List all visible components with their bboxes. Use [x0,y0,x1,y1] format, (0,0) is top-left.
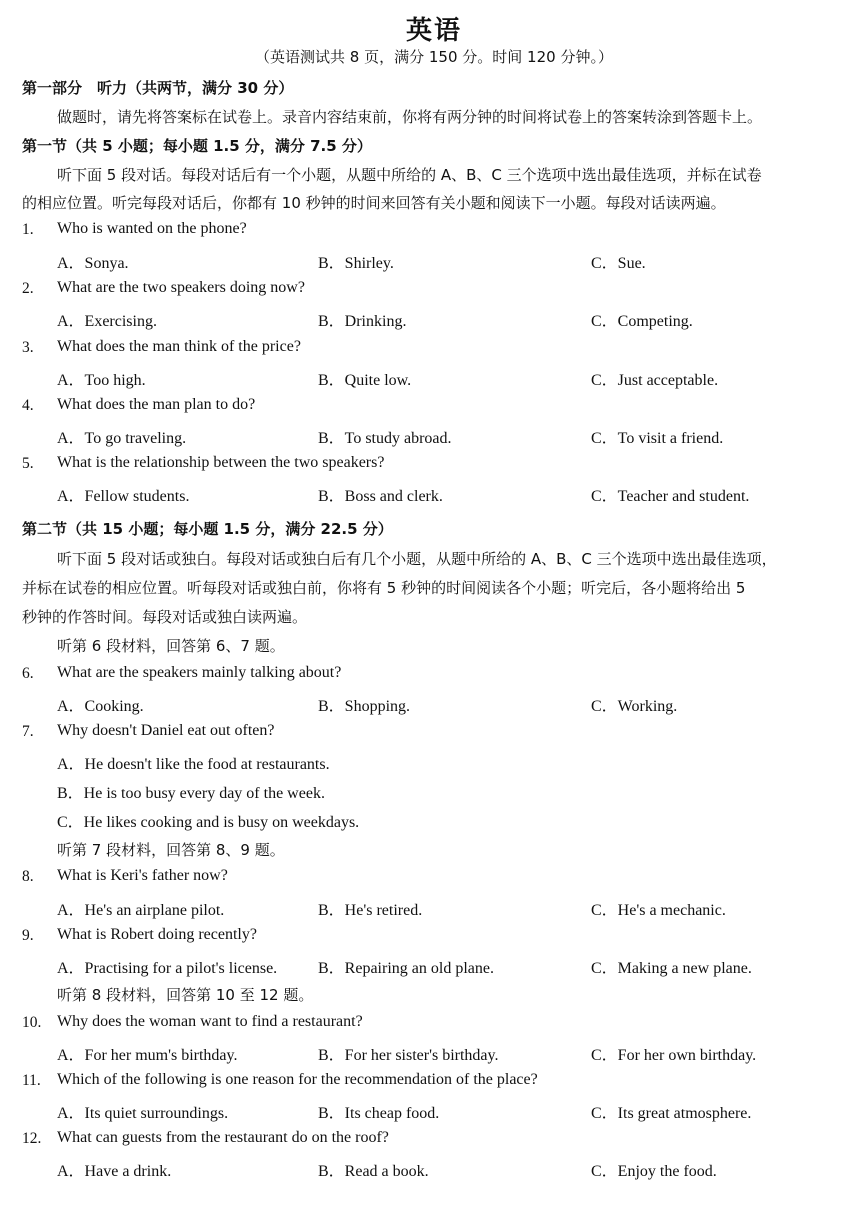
question-text: Who is wanted on the phone? [57,220,247,237]
option-c: C．Just acceptable. [591,372,719,389]
option-c: C．Enjoy the food. [591,1163,717,1180]
option-b: B．Boss and clerk. [318,488,443,505]
option-c: C．For her own birthday. [591,1047,757,1064]
question-text: What can guests from the restaurant do on the roof? [57,1129,389,1146]
option-c: C．He likes cooking and is busy on weekdays. [57,814,360,831]
option-b: B．Shirley. [318,255,394,272]
question-text: What is Keri's father now? [57,867,228,884]
section1-heading: 第一节（共 5 小题；每小题 1.5 分，满分 7.5 分） [22,137,372,155]
option-b: B．He is too busy every day of the week. [57,785,325,802]
part1-heading: 第一部分 听力（共两节，满分 30 分） [22,79,294,97]
option-a: A．Exercising. [57,313,157,330]
option-c: C．He's a mechanic. [591,902,726,919]
segment-note: 听第 7 段材料，回答第 8、9 题。 [57,841,285,859]
option-a: A．Its quiet surroundings. [57,1105,229,1122]
question-number: 3. [22,339,34,356]
question-number: 9. [22,927,34,944]
question-text: Which of the following is one reason for the recommendation of the place? [57,1071,538,1088]
option-b: B．Repairing an old plane. [318,960,494,977]
option-b: B．Drinking. [318,313,407,330]
option-b: B．For her sister's birthday. [318,1047,499,1064]
question-number: 8. [22,868,34,885]
question-text: Why doesn't Daniel eat out often? [57,722,275,739]
question-number: 2. [22,280,34,297]
question-text: What are the speakers mainly talking about? [57,664,342,681]
question-number: 10. [22,1014,42,1031]
option-c: C．Sue. [591,255,646,272]
option-a: A．Have a drink. [57,1163,172,1180]
question-number: 7. [22,723,34,740]
segment-note: 听第 8 段材料，回答第 10 至 12 题。 [57,986,314,1004]
option-a: A．Cooking. [57,698,144,715]
option-a: A．He doesn't like the food at restaurants. [57,756,330,773]
question-number: 12. [22,1130,42,1147]
option-c: C．Competing. [591,313,693,330]
segment-note: 听第 6 段材料，回答第 6、7 题。 [57,637,285,655]
option-b: B．To study abroad. [318,430,452,447]
option-b: B．Its cheap food. [318,1105,440,1122]
option-b: B．Read a book. [318,1163,429,1180]
option-c: C．Its great atmosphere. [591,1105,752,1122]
question-text: Why does the woman want to find a restaurant? [57,1013,363,1030]
question-text: What does the man plan to do? [57,396,256,413]
option-b: B．He's retired. [318,902,423,919]
option-a: A．To go traveling. [57,430,187,447]
page-subtitle: （英语测试共 8 页，满分 150 分。时间 120 分钟。） [255,48,613,66]
option-b: B．Quite low. [318,372,412,389]
option-a: A．He's an airplane pilot. [57,902,225,919]
question-number: 1. [22,221,34,238]
section1-instruction-1: 听下面 5 段对话。每段对话后有一个小题，从题中所给的 A、B、C 三个选项中选出最佳选项，并标在试卷 [57,166,762,184]
section2-instruction-2: 并标在试卷的相应位置。听每段对话或独白前，你将有 5 秒钟的时间阅读各个小题；听完后，各小题将给出 5 [22,579,746,597]
section2-instruction-1: 听下面 5 段对话或独白。每段对话或独白后有几个小题，从题中所给的 A、B、C 三个选项中选出最佳选项， [57,550,777,568]
section1-instruction-2: 的相应位置。听完每段对话后，你都有 10 秒钟的时间来回答有关小题和阅读下一小题。每段对话读两遍。 [22,194,726,212]
option-c: C．To visit a friend. [591,430,724,447]
option-a: A．Sonya. [57,255,129,272]
question-number: 6. [22,665,34,682]
section2-heading: 第二节（共 15 小题；每小题 1.5 分，满分 22.5 分） [22,520,393,538]
option-c: C．Making a new plane. [591,960,752,977]
question-text: What is the relationship between the two speakers? [57,454,385,471]
option-a: A．For her mum's birthday. [57,1047,238,1064]
option-c: C．Teacher and student. [591,488,750,505]
question-text: What does the man think of the price? [57,338,301,355]
option-a: A．Fellow students. [57,488,190,505]
option-a: A．Practising for a pilot's license. [57,960,278,977]
section2-instruction-3: 秒钟的作答时间。每段对话或独白读两遍。 [22,608,308,626]
question-number: 4. [22,397,34,414]
question-text: What are the two speakers doing now? [57,279,305,296]
question-number: 11. [22,1072,41,1089]
page-title: 英语 [405,16,462,46]
option-b: B．Shopping. [318,698,411,715]
question-number: 5. [22,455,34,472]
part1-instruction: 做题时，请先将答案标在试卷上。录音内容结束前，你将有两分钟的时间将试卷上的答案转涂到答题卡上。 [57,108,763,126]
option-a: A．Too high. [57,372,146,389]
question-text: What is Robert doing recently? [57,926,257,943]
option-c: C．Working. [591,698,678,715]
